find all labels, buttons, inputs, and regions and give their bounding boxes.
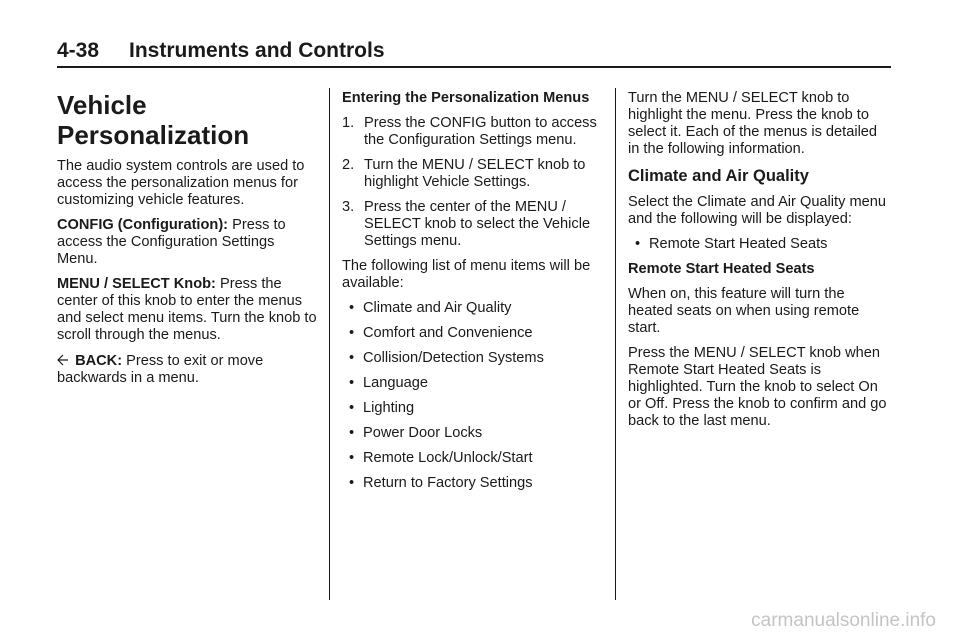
menu-list-intro: The following list of menu items will be available: — [342, 258, 591, 291]
climate-section-intro: Select the Climate and Air Quality menu and the following will be displayed: — [628, 194, 886, 227]
menu-knob-label: MENU / SELECT Knob: — [57, 276, 216, 292]
config-label: CONFIG (Configuration): — [57, 217, 229, 233]
back-paragraph — [57, 352, 319, 387]
menu-knob-paragraph — [57, 276, 319, 344]
step-text: Turn the MENU / SELECT knob to highlight Vehicle Settings. — [364, 157, 586, 190]
menu-list-item: • Climate and Air Quality — [342, 300, 604, 317]
step-text: Press the CONFIG button to access the Configuration Settings menu. — [364, 115, 597, 148]
back-label: BACK: — [75, 353, 123, 369]
menu-knob-text: Press the center of this knob to enter the menus and select menu items. Turn the knob to scroll through the menus. — [57, 276, 317, 343]
watermark: carmanualsonline.info — [751, 610, 936, 631]
menu-list-item: • Power Door Locks — [342, 425, 604, 442]
entering-menus-heading: Entering the Personalization Menus — [342, 90, 590, 106]
config-text: Press to access the Configuration Settings Menu. — [57, 217, 286, 267]
column-divider-2 — [615, 88, 616, 600]
menu-list-item: • Collision/Detection Systems — [342, 350, 604, 367]
climate-options-list — [628, 236, 890, 253]
page-title — [57, 90, 319, 150]
step-number: 2. — [342, 157, 355, 173]
page-title-line2: Personalization — [57, 120, 250, 150]
menu-list-item: • Lighting — [342, 400, 604, 417]
step-number: 1. — [342, 115, 355, 131]
intro-paragraph: The audio system controls are used to access the personalization menus for customizing vehicle features. — [57, 158, 305, 208]
climate-option-item: • Remote Start Heated Seats — [628, 236, 890, 253]
page-title-line1: Vehicle — [57, 90, 147, 120]
back-text: Press to exit or move backwards in a menu. — [57, 353, 264, 386]
menu-list-item: • Return to Factory Settings — [342, 475, 604, 492]
menu-items-list — [342, 300, 604, 492]
step-item — [342, 199, 604, 250]
column-2 — [342, 90, 604, 500]
step-item — [342, 157, 604, 191]
menu-list-item: • Language — [342, 375, 604, 392]
heated-seats-paragraph-1: When on, this feature will turn the heated seats on when using remote start. — [628, 286, 860, 336]
menu-list-item: • Remote Lock/Unlock/Start — [342, 450, 604, 467]
step-number: 3. — [342, 199, 355, 215]
column-divider-1 — [329, 88, 330, 600]
step-item — [342, 115, 604, 149]
config-paragraph — [57, 217, 319, 268]
column-3 — [628, 90, 890, 438]
menus-intro-paragraph: Turn the MENU / SELECT knob to highlight the menu. Press the knob to select it. Each of the menus is detailed in the following information. — [628, 90, 878, 157]
column-1 — [57, 90, 319, 395]
heated-seats-subheading: Remote Start Heated Seats — [628, 261, 815, 277]
menu-list-item: • Comfort and Convenience — [342, 325, 604, 342]
back-arrow-icon — [57, 352, 71, 369]
heated-seats-paragraph-2: Press the MENU / SELECT knob when Remote Start Heated Seats is highlighted. Turn the knob to select On or Off. Press the knob to confirm and go back to the last menu. — [628, 345, 887, 429]
section-title: Instruments and Controls — [129, 39, 385, 62]
climate-section-heading: Climate and Air Quality — [628, 167, 809, 185]
steps-list — [342, 115, 604, 250]
step-text: Press the center of the MENU / SELECT knob to select the Vehicle Settings menu. — [364, 199, 591, 249]
page-number: 4-38 — [57, 39, 100, 62]
page-header — [57, 38, 891, 68]
